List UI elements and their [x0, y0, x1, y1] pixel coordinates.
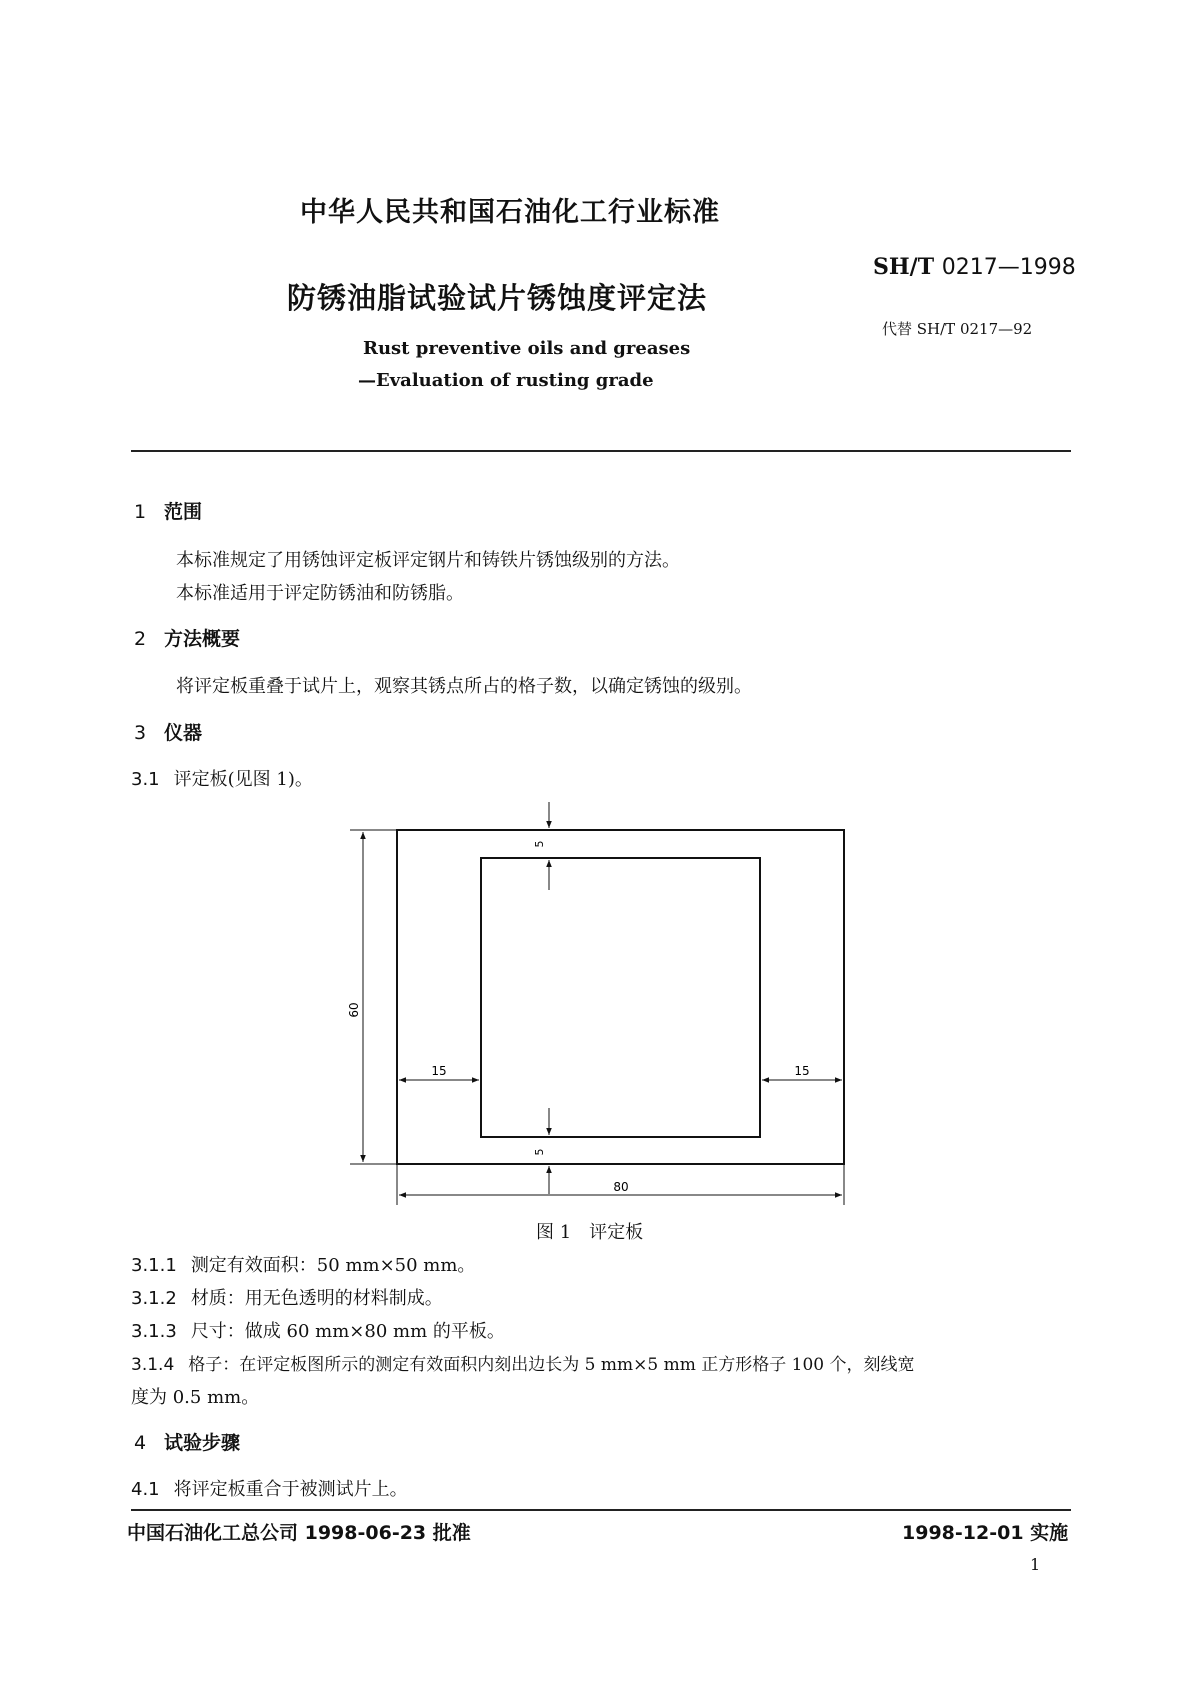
- clause-3-1-4-continuation: 度为 0.5 mm。: [131, 1387, 260, 1408]
- height-dimension-label: 60: [347, 1002, 361, 1018]
- section-4-number: 4: [134, 1432, 147, 1454]
- standard-code-prefix: SH/T: [873, 254, 935, 280]
- section-2-number: 2: [134, 628, 147, 650]
- top-margin-label: 5: [533, 840, 546, 848]
- section-1-number: 1: [134, 501, 147, 523]
- clause-4-1-text: 将评定板重合于被测试片上。: [173, 1479, 408, 1500]
- footer-rule: [131, 1509, 1071, 1511]
- bottom-margin-label: 5: [533, 1148, 546, 1156]
- right-margin-label: 15: [794, 1064, 810, 1078]
- section-1-para-1: 本标准规定了用锈蚀评定板评定钢片和铸铁片锈蚀级别的方法。: [176, 550, 680, 571]
- clause-3-1-2-number: 3.1.2: [131, 1288, 177, 1309]
- replaces-note: 代替 SH/T 0217—92: [882, 320, 1033, 338]
- clause-3-1-2-text: 材质：用无色透明的材料制成。: [190, 1288, 443, 1309]
- clause-3-1-1-number: 3.1.1: [131, 1255, 177, 1276]
- standard-code: [873, 254, 1076, 280]
- clause-3-1-number: 3.1: [131, 769, 160, 790]
- clause-3-1-4: [131, 1350, 1071, 1375]
- clause-3-1-3: [131, 1317, 505, 1343]
- clause-3-1-3-number: 3.1.3: [131, 1321, 177, 1342]
- section-3-title: 仪器: [164, 722, 203, 744]
- issuing-body: 中华人民共和国石油化工行业标准: [300, 197, 720, 228]
- clause-3-1-4-number: 3.1.4: [131, 1355, 175, 1375]
- section-1-heading: [134, 497, 202, 524]
- section-3-heading: [134, 718, 202, 745]
- clause-4-1: [131, 1475, 408, 1501]
- clause-3-1-text: 评定板(见图 1)。: [173, 769, 313, 790]
- section-2-title: 方法概要: [164, 628, 241, 650]
- title-english-line1: Rust preventive oils and greases: [363, 338, 691, 359]
- figure-caption: 图 1 评定板: [536, 1222, 644, 1243]
- left-margin-label: 15: [431, 1064, 447, 1078]
- effective-area: [481, 858, 760, 1137]
- section-1-para-2: 本标准适用于评定防锈油和防锈脂。: [176, 583, 464, 604]
- clause-4-1-number: 4.1: [131, 1479, 160, 1500]
- title-chinese: 防锈油脂试验试片锈蚀度评定法: [287, 281, 708, 315]
- section-1-title: 范围: [164, 501, 203, 523]
- clause-3-1-3-text: 尺寸：做成 60 mm×80 mm 的平板。: [190, 1321, 505, 1342]
- rating-plate-figure: [340, 790, 860, 1220]
- clause-3-1-1-text: 测定有效面积：50 mm×50 mm。: [190, 1255, 476, 1276]
- width-dimension-label: 80: [613, 1180, 629, 1194]
- approval-date: 中国石油化工总公司 1998-06-23 批准: [127, 1522, 471, 1544]
- title-english-line2: —Evaluation of rusting grade: [358, 370, 654, 391]
- section-4-heading: [134, 1428, 240, 1455]
- header-rule: [131, 450, 1071, 452]
- page-number: 1: [1030, 1555, 1041, 1574]
- clause-3-1: [131, 765, 313, 791]
- section-4-title: 试验步骤: [164, 1432, 241, 1454]
- clause-3-1-1: [131, 1251, 475, 1277]
- standard-code-number: 0217—1998: [941, 255, 1076, 280]
- section-2-heading: [134, 624, 240, 651]
- outer-plate: [397, 830, 844, 1164]
- implementation-date: 1998-12-01 实施: [902, 1522, 1069, 1544]
- section-2-para-1: 将评定板重叠于试片上，观察其锈点所占的格子数，以确定锈蚀的级别。: [176, 676, 752, 697]
- clause-3-1-4-text: 格子：在评定板图所示的测定有效面积内刻出边长为 5 mm×5 mm 正方形格子 100 个，刻线宽: [188, 1355, 915, 1375]
- section-3-number: 3: [134, 722, 147, 744]
- clause-3-1-2: [131, 1284, 443, 1310]
